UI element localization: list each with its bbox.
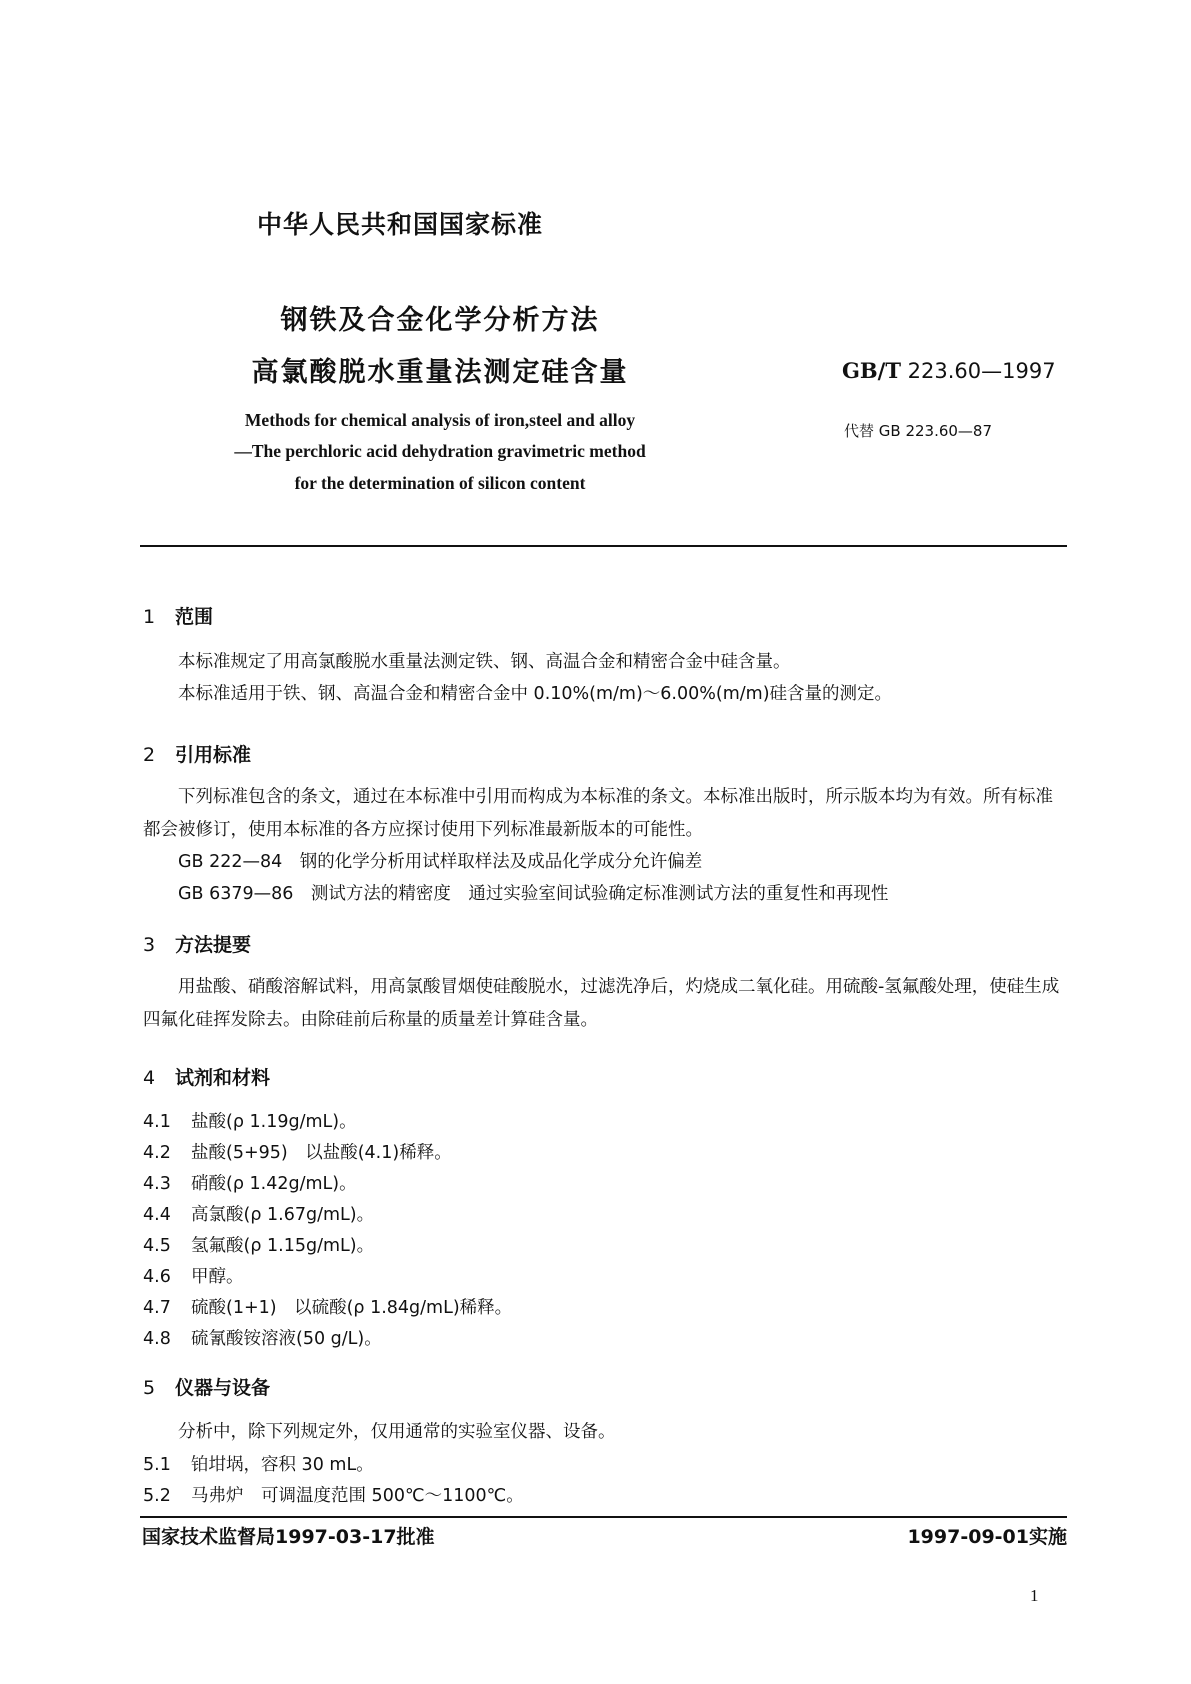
section-5-number: 5 [143, 1377, 156, 1399]
standard-number [842, 358, 1056, 383]
section-4-title: 试剂和材料 [175, 1067, 271, 1089]
section-5-heading [143, 1373, 270, 1400]
item-text: 盐酸(5+95) 以盐酸(4.1)稀释。 [191, 1143, 452, 1163]
item-number: 4.7 [143, 1298, 171, 1318]
title-en-line3: for the determination of silicon content [294, 473, 586, 493]
section-3-paragraph: 用盐酸、硝酸溶解试料，用高氯酸冒烟使硅酸脱水，过滤洗净后，灼烧成二氧化硅。用硫酸-氢氟酸处理，使硅生成四氟化硅挥发除去。由除硅前后称量的质量差计算硅含量。 [143, 977, 1060, 1030]
header-divider [140, 545, 1067, 547]
list-item [143, 1325, 382, 1350]
section-5-paragraph: 分析中，除下列规定外，仅用通常的实验室仪器、设备。 [178, 1422, 616, 1442]
item-number: 4.2 [143, 1143, 171, 1163]
item-number: 5.2 [143, 1486, 171, 1506]
item-number: 4.4 [143, 1205, 171, 1225]
standard-number-value: 223.60—1997 [907, 359, 1056, 383]
item-number: 4.5 [143, 1236, 171, 1256]
section-3-title: 方法提要 [175, 934, 252, 956]
section-5-title: 仪器与设备 [175, 1377, 271, 1399]
item-text: 铂坩埚，容积 30 mL。 [191, 1455, 374, 1475]
section-2-reference-1: GB 222—84 钢的化学分析用试样取样法及成品化学成分允许偏差 [178, 852, 703, 872]
item-number: 4.6 [143, 1267, 171, 1287]
implementation-date: 1997-09-01实施 [907, 1526, 1067, 1548]
list-item [143, 1108, 357, 1133]
section-3-heading [143, 930, 251, 957]
list-item [143, 1263, 244, 1288]
item-text: 氢氟酸(ρ 1.15g/mL)。 [191, 1236, 375, 1256]
section-2-number: 2 [143, 744, 156, 766]
list-item [143, 1482, 524, 1507]
item-number: 4.8 [143, 1329, 171, 1349]
item-text: 盐酸(ρ 1.19g/mL)。 [191, 1112, 357, 1132]
item-text: 甲醇。 [191, 1267, 244, 1287]
item-text: 硝酸(ρ 1.42g/mL)。 [191, 1174, 357, 1194]
item-text: 马弗炉 可调温度范围 500℃～1100℃。 [191, 1486, 524, 1506]
section-2-heading [143, 740, 251, 767]
list-item [143, 1170, 357, 1195]
item-text: 硫酸(1+1) 以硫酸(ρ 1.84g/mL)稀释。 [191, 1298, 513, 1318]
title-en-line2: —The perchloric acid dehydration gravimetric method [234, 441, 646, 461]
item-text: 高氯酸(ρ 1.67g/mL)。 [191, 1205, 375, 1225]
list-item [143, 1201, 374, 1226]
section-2-title: 引用标准 [175, 744, 252, 766]
item-number: 4.3 [143, 1174, 171, 1194]
section-1-number: 1 [143, 606, 156, 628]
page-number: 1 [1030, 1586, 1039, 1605]
section-4-number: 4 [143, 1067, 156, 1089]
item-number: 5.1 [143, 1455, 171, 1475]
item-number: 4.1 [143, 1112, 171, 1132]
section-4-heading [143, 1063, 270, 1090]
item-text: 硫氰酸铵溶液(50 g/L)。 [191, 1329, 382, 1349]
footer-divider [140, 1516, 1067, 1518]
title-cn-line1: 钢铁及合金化学分析方法 [280, 305, 600, 336]
list-item [143, 1139, 452, 1164]
list-item [143, 1294, 512, 1319]
section-2-reference-2: GB 6379—86 测试方法的精密度 通过实验室间试验确定标准测试方法的重复性和再现性 [178, 884, 889, 904]
section-1-title: 范围 [175, 606, 214, 628]
standard-prefix: GB/T [842, 358, 901, 383]
replaces-standard: 代替 GB 223.60—87 [844, 422, 993, 440]
section-1-paragraph-2: 本标准适用于铁、钢、高温合金和精密合金中 0.10%(m/m)～6.00%(m/m)硅含量的测定。 [178, 684, 893, 704]
title-en-line1: Methods for chemical analysis of iron,steel and alloy [244, 410, 636, 430]
title-cn-line2: 高氯酸脱水重量法测定硅含量 [251, 357, 629, 388]
section-3-number: 3 [143, 934, 156, 956]
list-item [143, 1451, 374, 1476]
national-standard-header: 中华人民共和国国家标准 [256, 210, 543, 239]
list-item [143, 1232, 374, 1257]
section-1-heading [143, 602, 213, 629]
section-1-paragraph-1: 本标准规定了用高氯酸脱水重量法测定铁、钢、高温合金和精密合金中硅含量。 [178, 652, 791, 672]
section-2-paragraph: 下列标准包含的条文，通过在本标准中引用而构成为本标准的条文。本标准出版时，所示版本均为有效。所有标准都会被修订，使用本标准的各方应探讨使用下列标准最新版本的可能性。 [143, 787, 1053, 840]
approval-date: 国家技术监督局1997-03-17批准 [142, 1526, 435, 1548]
